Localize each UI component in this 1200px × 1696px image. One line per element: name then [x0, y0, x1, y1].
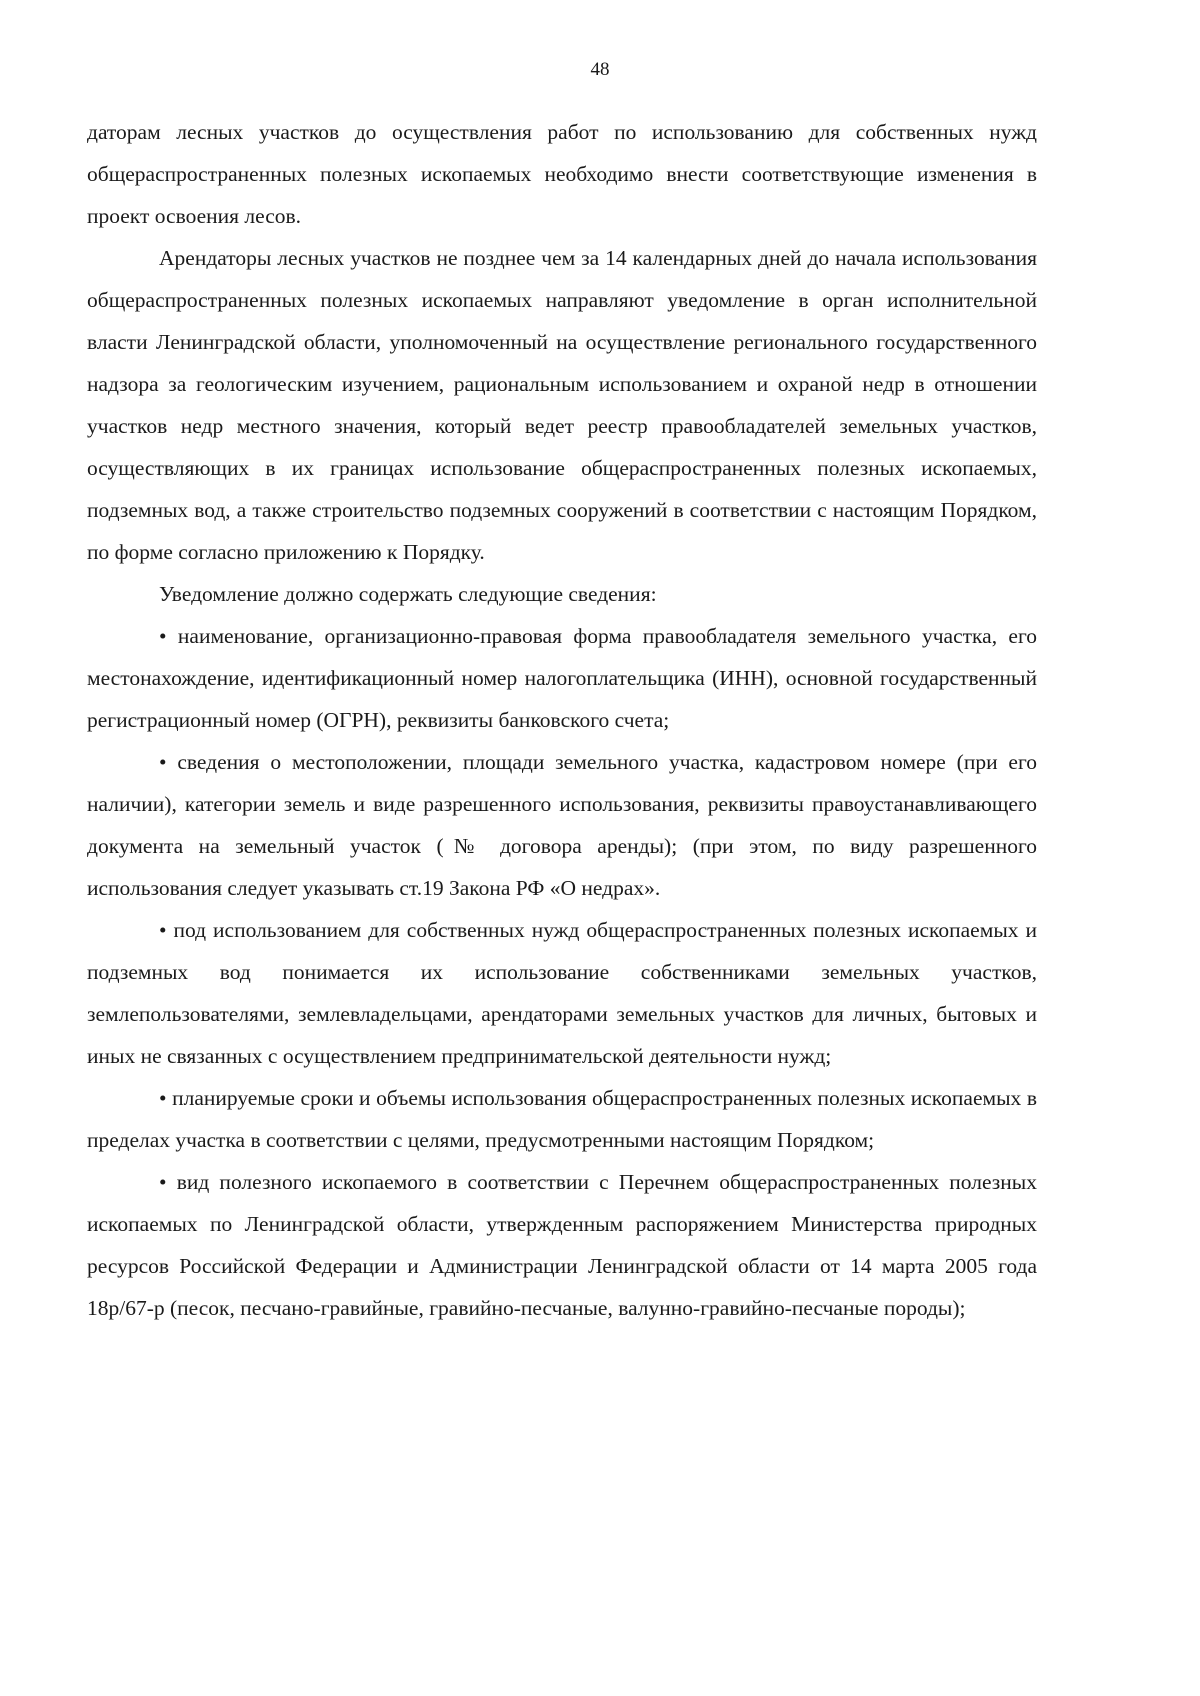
bullet-text: планируемые сроки и объемы использования общераспространенных полезных ископаемых в пределах участка в соответствии с целями, предусмотренными настоящим Порядком; — [87, 1086, 1037, 1152]
bullet-item — [87, 615, 1037, 741]
bullet-dot-icon: • — [159, 750, 178, 774]
paragraph-notification-contents: Уведомление должно содержать следующие сведения: — [159, 582, 657, 606]
paragraph-continuation: даторам лесных участков до осуществления работ по использованию для собственных нужд общераспространенных полезных ископаемых необходимо внести соответствующие изменения в проект освоения лесов. — [87, 120, 1037, 228]
bullet-text: вид полезного ископаемого в соответствии с Перечнем общераспространенных полезных ископаемых по Ленинградской области, утвержденным распоряжением Министерства природных ресурсов Российской Федерации и Администрации Ленинградской области от 14 марта 2005 года 18р/67-р (песок, песчано-гравийные, гравийно-песчаные, валунно-гравийно-песчаные породы); — [87, 1170, 1037, 1320]
bullet-item — [87, 909, 1037, 1077]
bullet-dot-icon: • — [159, 1170, 177, 1194]
paragraph-notification-deadline: Арендаторы лесных участков не позднее чем за 14 календарных дней до начала использования общераспространенных полезных ископаемых направляют уведомление в орган исполнительной власти Ленинградской области, уполномоченный на осуществление регионального государственного надзора за геологическим изучением, рациональным использованием и охраной недр в отношении участков недр местного значения, который ведет реестр правообладателей земельных участков, осуществляющих в их границах использование общераспространенных полезных ископаемых, подземных вод, а также строительство подземных сооружений в соответствии с настоящим Порядком, по форме согласно приложению к Порядку. — [87, 246, 1037, 564]
bullet-dot-icon: • — [159, 918, 174, 942]
bullet-text: под использованием для собственных нужд общераспространенных полезных ископаемых и подземных вод понимается их использование собственниками земельных участков, землепользователями, землевладельцами, арендаторами земельных участков для личных, бытовых и иных не связанных с осуществлением предпринимательской деятельности нужд; — [87, 918, 1037, 1068]
bullet-dot-icon: • — [159, 624, 178, 648]
bullet-item — [87, 1077, 1037, 1161]
bullet-dot-icon: • — [159, 1086, 173, 1110]
bullet-text: сведения о местоположении, площади земельного участка, кадастровом номере (при его наличии), категории земель и виде разрешенного использования, реквизиты правоустанавливающего документа на земельный участок (№ договора аренды); (при этом, по виду разрешенного использования следует указывать ст.19 Закона РФ «О недрах». — [87, 750, 1037, 900]
bullet-item — [87, 1161, 1037, 1329]
document-body — [87, 111, 1037, 1329]
page-number: 48 — [590, 59, 610, 80]
bullet-item — [87, 741, 1037, 909]
bullet-text: наименование, организационно-правовая форма правообладателя земельного участка, его местонахождение, идентификационный номер налогоплательщика (ИНН), основной государственный регистрационный номер (ОГРН), реквизиты банковского счета; — [87, 624, 1037, 732]
